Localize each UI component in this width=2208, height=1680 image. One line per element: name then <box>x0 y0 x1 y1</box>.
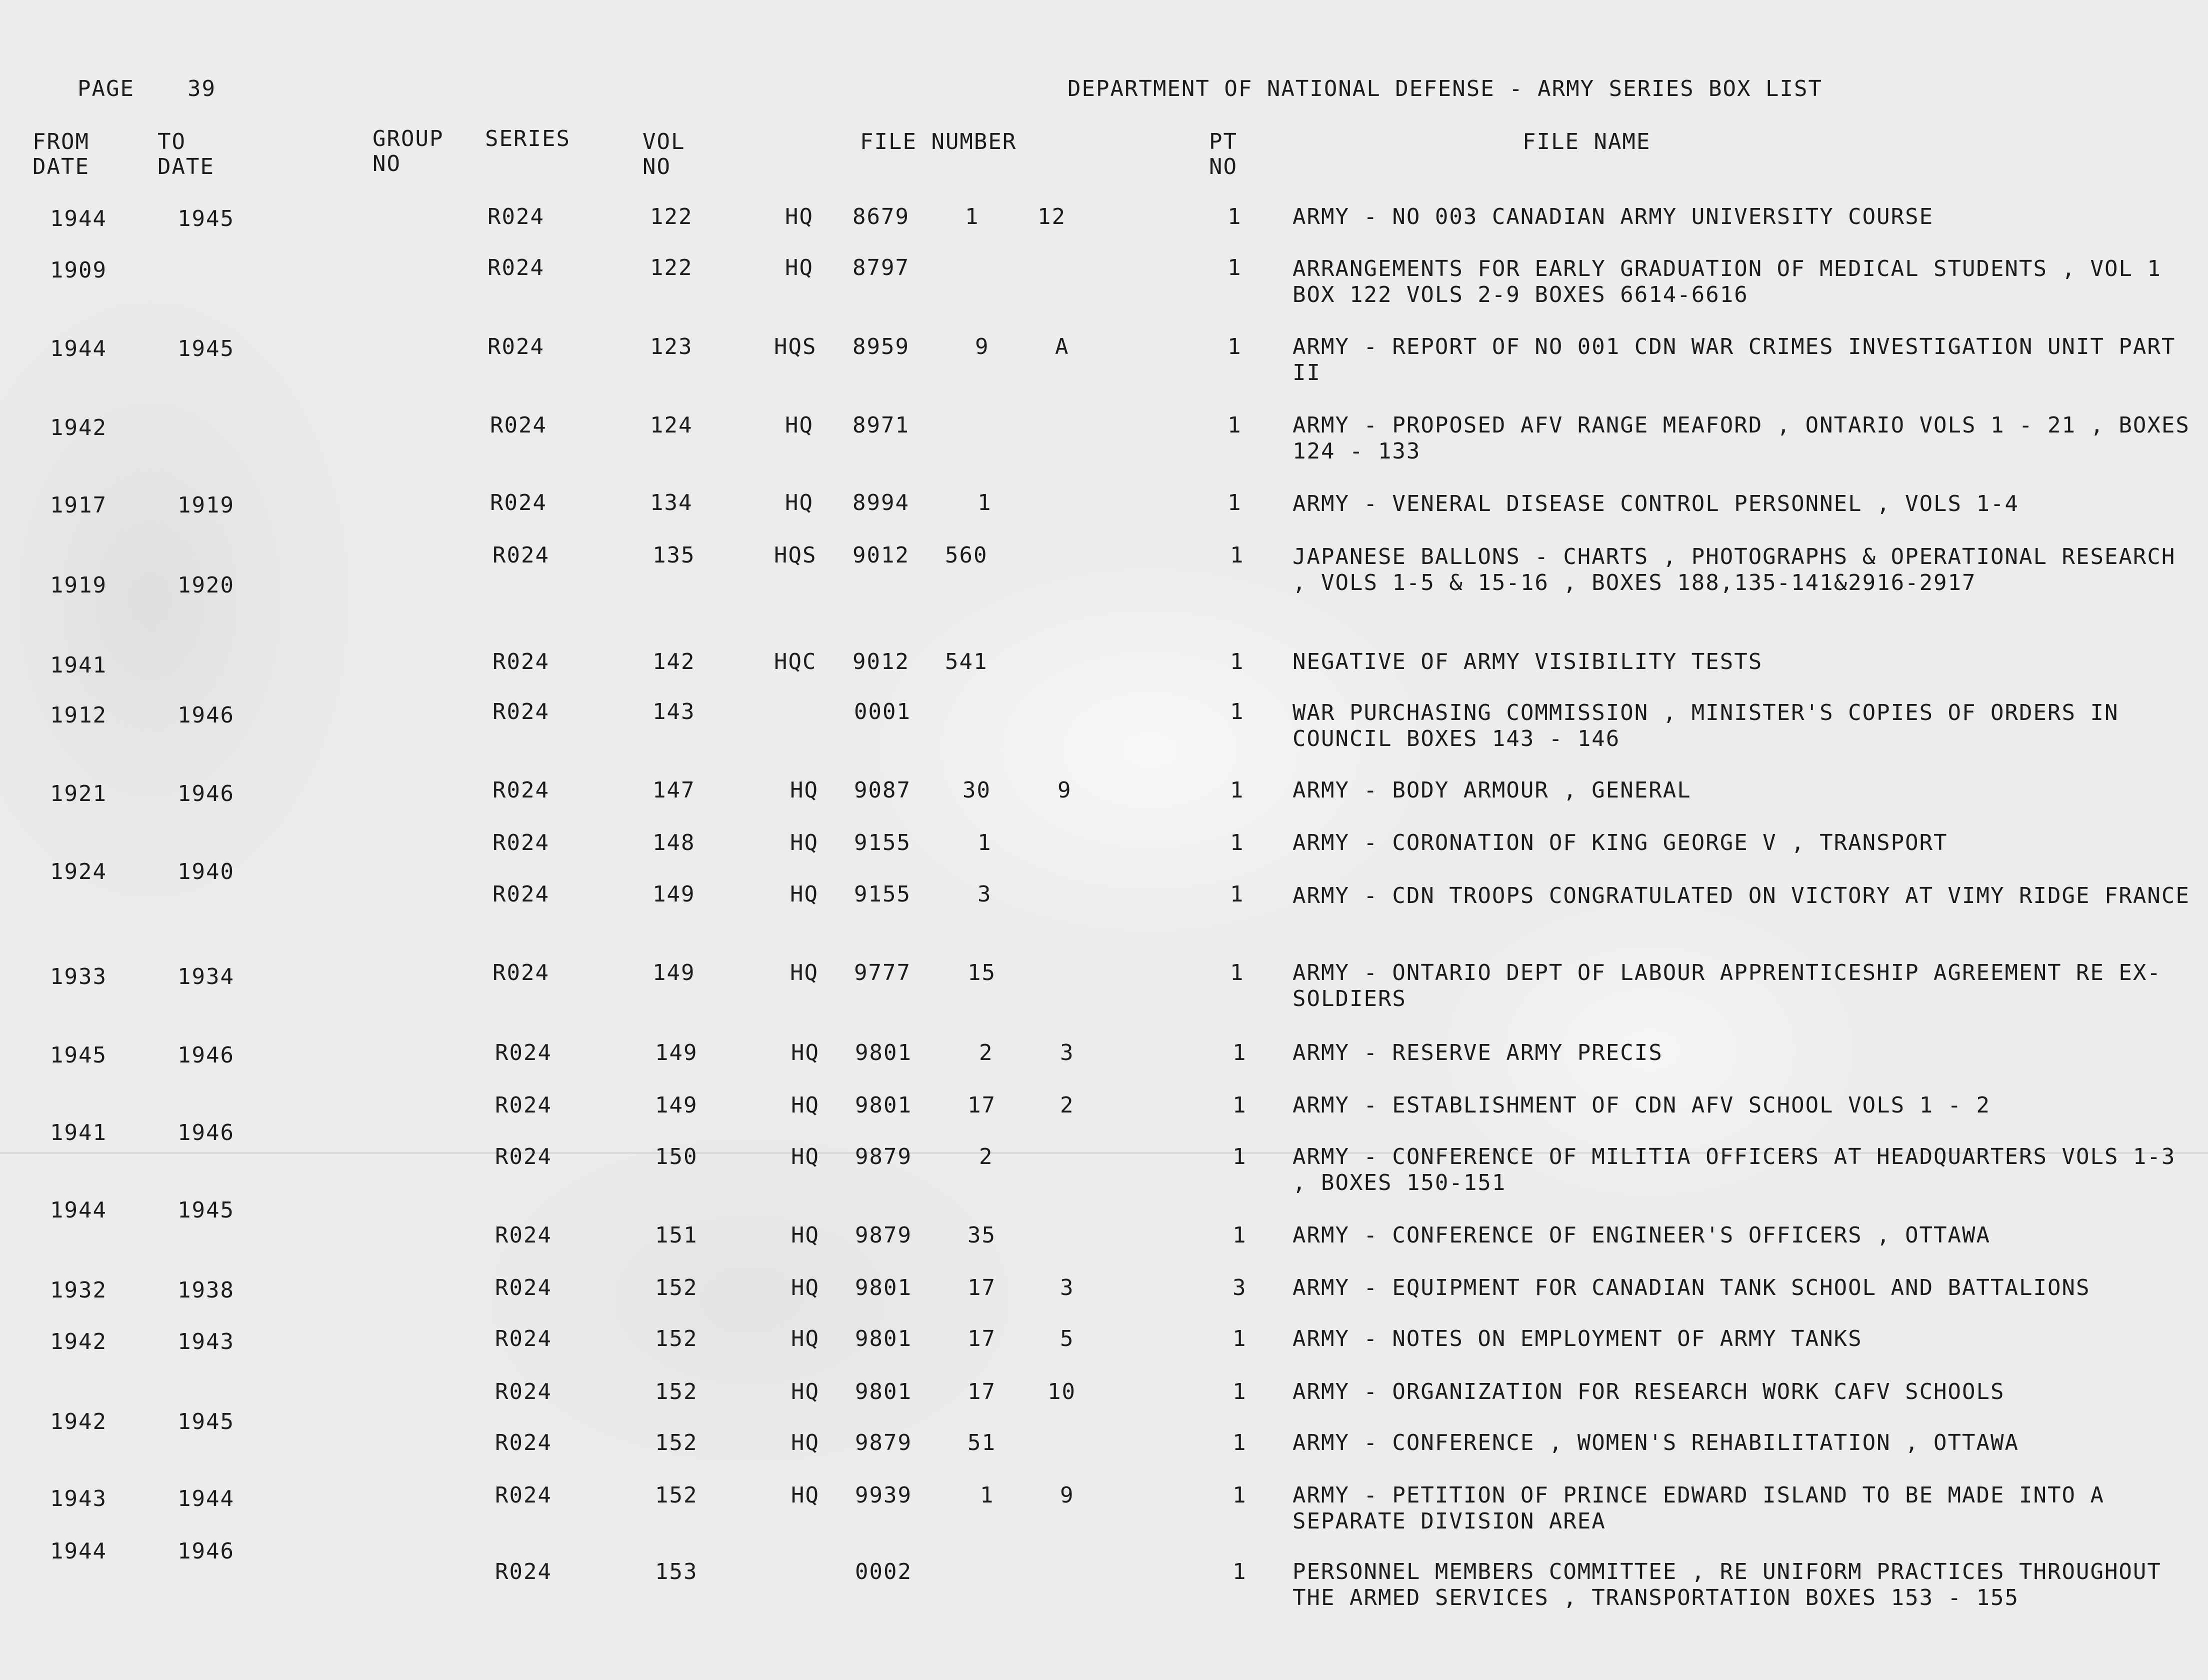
vol-cell: 135 <box>652 542 696 568</box>
file-prefix-cell: HQ <box>791 1222 820 1248</box>
file-sub-a-cell: 30 <box>962 778 991 803</box>
file-name-cell: ARMY - ORGANIZATION FOR RESEARCH WORK CAFV SCHOOLS <box>1292 1379 2005 1404</box>
file-sub-b-cell: 9 <box>1058 778 1072 803</box>
file-prefix-cell: HQ <box>790 778 818 803</box>
file-sub-a-cell: 2 <box>979 1144 994 1170</box>
file-prefix-cell: HQS <box>774 542 817 568</box>
file-sub-a-cell: 17 <box>968 1326 996 1352</box>
pt-cell: 1 <box>1230 960 1244 986</box>
date-to: 1944 <box>178 1486 234 1512</box>
series-cell: R024 <box>488 255 544 280</box>
date-from: 1942 <box>50 1329 107 1354</box>
file-name-cell: ARMY - PROPOSED AFV RANGE MEAFORD , ONTARIO VOLS 1 - 21 , BOXES 124 - 133 <box>1292 412 2190 464</box>
date-from: 1942 <box>50 415 107 440</box>
vol-cell: 149 <box>652 882 696 907</box>
file-prefix-cell: HQ <box>790 960 818 986</box>
series-cell: R024 <box>492 649 550 674</box>
file-number-cell: 9879 <box>855 1144 912 1170</box>
file-prefix-cell: HQ <box>790 882 818 907</box>
file-sub-b-cell: 10 <box>1048 1379 1076 1404</box>
pt-cell: 1 <box>1232 1040 1247 1066</box>
series-cell: R024 <box>492 882 550 907</box>
pt-cell: 1 <box>1232 1144 1247 1170</box>
pt-cell: 1 <box>1228 204 1242 230</box>
series-cell: R024 <box>495 1144 552 1170</box>
date-to: 1945 <box>178 1409 234 1434</box>
file-sub-a-cell: 17 <box>968 1092 996 1118</box>
vol-cell: 147 <box>652 778 696 803</box>
file-name-cell: ARMY - RESERVE ARMY PRECIS <box>1292 1040 1663 1066</box>
vol-cell: 150 <box>655 1144 698 1170</box>
file-name-cell: ARMY - CONFERENCE , WOMEN'S REHABILITATION , OTTAWA <box>1292 1430 2020 1456</box>
series-cell: R024 <box>495 1275 552 1300</box>
date-to: 1946 <box>178 1042 234 1068</box>
series-cell: R024 <box>495 1326 552 1352</box>
pt-cell: 1 <box>1228 490 1242 516</box>
page-number: 39 <box>188 76 216 102</box>
file-name-cell: NEGATIVE OF ARMY VISIBILITY TESTS <box>1292 649 1763 674</box>
col-to-label-2: DATE <box>158 154 214 180</box>
file-number-cell: 8959 <box>852 334 910 360</box>
pt-cell: 1 <box>1232 1222 1247 1248</box>
series-cell: R024 <box>495 1430 552 1456</box>
vol-cell: 123 <box>650 334 693 360</box>
file-name-cell: ARMY - NOTES ON EMPLOYMENT OF ARMY TANKS <box>1292 1326 1862 1352</box>
file-sub-a-cell: 3 <box>978 882 992 907</box>
file-prefix-cell: HQ <box>791 1275 820 1300</box>
series-cell: R024 <box>492 960 550 986</box>
file-sub-a-cell: 15 <box>968 960 996 986</box>
date-to: 1946 <box>178 781 234 806</box>
date-to: 1945 <box>178 206 234 232</box>
file-number-cell: 9012 <box>852 649 910 674</box>
date-from: 1941 <box>50 1120 107 1146</box>
file-name-cell: JAPANESE BALLONS - CHARTS , PHOTOGRAPHS & OPERATIONAL RESEARCH , VOLS 1-5 & 15-16 , BOXES 188,135-141&2916-2917 <box>1292 544 2176 596</box>
file-prefix-cell: HQ <box>791 1144 820 1170</box>
file-sub-a-cell: 1 <box>965 204 980 230</box>
pt-cell: 1 <box>1230 542 1244 568</box>
date-to: 1945 <box>178 336 234 362</box>
file-name-cell: ARMY - CONFERENCE OF ENGINEER'S OFFICERS , OTTAWA <box>1292 1222 1991 1248</box>
file-sub-a-cell: 51 <box>968 1430 996 1456</box>
file-sub-a-cell: 9 <box>975 334 990 360</box>
date-to: 1946 <box>178 702 234 728</box>
vol-cell: 149 <box>652 960 696 986</box>
file-number-cell: 9155 <box>854 882 911 907</box>
file-number-cell: 9801 <box>855 1040 912 1066</box>
series-cell: R024 <box>490 490 547 516</box>
file-sub-a-cell: 2 <box>979 1040 994 1066</box>
file-sub-b-cell: 3 <box>1060 1040 1074 1066</box>
vol-cell: 148 <box>652 830 696 856</box>
col-file-number-label: FILE NUMBER <box>860 129 1017 154</box>
file-sub-b-cell: 3 <box>1060 1275 1074 1300</box>
date-from: 1944 <box>50 1538 107 1564</box>
file-prefix-cell: HQS <box>774 334 817 360</box>
pt-cell: 1 <box>1230 882 1244 907</box>
series-cell: R024 <box>495 1040 552 1066</box>
vol-cell: 151 <box>655 1222 698 1248</box>
file-name-cell: ARRANGEMENTS FOR EARLY GRADUATION OF MEDICAL STUDENTS , VOL 1 BOX 122 VOLS 2-9 BOXES 6614-6616 <box>1292 256 2162 308</box>
pt-cell: 1 <box>1232 1430 1247 1456</box>
document-title: DEPARTMENT OF NATIONAL DEFENSE - ARMY SERIES BOX LIST <box>1068 76 1822 102</box>
file-number-cell: 9801 <box>855 1092 912 1118</box>
date-to: 1945 <box>178 1198 234 1223</box>
date-to: 1946 <box>178 1120 234 1146</box>
series-cell: R024 <box>495 1379 552 1404</box>
pt-cell: 1 <box>1232 1482 1247 1508</box>
file-name-cell: ARMY - NO 003 CANADIAN ARMY UNIVERSITY COURSE <box>1292 204 1934 230</box>
vol-cell: 134 <box>650 490 693 516</box>
date-from: 1932 <box>50 1278 107 1303</box>
file-prefix-cell: HQ <box>791 1326 820 1352</box>
date-to: 1919 <box>178 492 234 518</box>
file-number-cell: 9939 <box>855 1482 912 1508</box>
pt-cell: 1 <box>1230 830 1244 856</box>
date-to: 1940 <box>178 859 234 884</box>
vol-cell: 149 <box>655 1040 698 1066</box>
date-from: 1912 <box>50 702 107 728</box>
date-from: 1942 <box>50 1409 107 1434</box>
pt-cell: 1 <box>1228 334 1242 360</box>
file-number-cell: 9087 <box>854 778 911 803</box>
pt-cell: 1 <box>1228 412 1242 438</box>
date-to: 1934 <box>178 964 234 990</box>
col-series-label: SERIES <box>485 126 570 152</box>
date-to: 1943 <box>178 1329 234 1354</box>
file-prefix-cell: HQ <box>791 1379 820 1404</box>
series-cell: R024 <box>495 1482 552 1508</box>
file-number-cell: 9801 <box>855 1326 912 1352</box>
pt-cell: 3 <box>1232 1275 1247 1300</box>
series-cell: R024 <box>492 778 550 803</box>
file-prefix-cell: HQC <box>774 649 817 674</box>
vol-cell: 153 <box>655 1559 698 1584</box>
series-cell: R024 <box>492 830 550 856</box>
file-name-cell: ARMY - CDN TROOPS CONGRATULATED ON VICTORY AT VIMY RIDGE FRANCE <box>1292 883 2190 908</box>
vol-cell: 152 <box>655 1379 698 1404</box>
series-cell: R024 <box>495 1092 552 1118</box>
file-sub-a-cell: 1 <box>980 1482 994 1508</box>
file-sub-a-cell: 17 <box>968 1379 996 1404</box>
file-prefix-cell: HQ <box>785 412 814 438</box>
col-pt-label-2: NO <box>1209 154 1238 180</box>
file-name-cell: ARMY - VENERAL DISEASE CONTROL PERSONNEL , VOLS 1-4 <box>1292 491 2020 516</box>
file-name-cell: ARMY - CORONATION OF KING GEORGE V , TRANSPORT <box>1292 830 1948 856</box>
pt-cell: 1 <box>1232 1559 1247 1584</box>
date-from: 1924 <box>50 859 107 884</box>
file-number-cell: 9879 <box>855 1430 912 1456</box>
file-name-cell: ARMY - EQUIPMENT FOR CANADIAN TANK SCHOOL AND BATTALIONS <box>1292 1275 2090 1300</box>
file-sub-b-cell: 12 <box>1038 204 1066 230</box>
file-prefix-cell: HQ <box>785 490 814 516</box>
file-sub-b-cell: 9 <box>1060 1482 1074 1508</box>
vol-cell: 152 <box>655 1430 698 1456</box>
series-cell: R024 <box>495 1222 552 1248</box>
vol-cell: 122 <box>650 255 693 280</box>
file-sub-b-cell: 5 <box>1060 1326 1074 1352</box>
date-from: 1919 <box>50 572 107 598</box>
col-from-label-2: DATE <box>32 154 90 180</box>
vol-cell: 149 <box>655 1092 698 1118</box>
col-pt-label: PT <box>1209 129 1238 154</box>
file-name-cell: ARMY - REPORT OF NO 001 CDN WAR CRIMES INVESTIGATION UNIT PART II <box>1292 334 2176 386</box>
vol-cell: 152 <box>655 1275 698 1300</box>
file-number-cell: 9155 <box>854 830 911 856</box>
col-vol-label-2: NO <box>642 154 671 180</box>
col-group-label: GROUP <box>372 126 444 152</box>
file-prefix-cell: HQ <box>785 204 814 230</box>
file-sub-b-cell: 2 <box>1060 1092 1074 1118</box>
file-number-cell: 0002 <box>855 1559 912 1584</box>
file-sub-a-cell: 1 <box>978 830 992 856</box>
date-to: 1938 <box>178 1278 234 1303</box>
col-vol-label: VOL <box>642 129 686 154</box>
file-number-cell: 9012 <box>852 542 910 568</box>
pt-cell: 1 <box>1228 255 1242 280</box>
col-from-label: FROM <box>32 129 90 154</box>
vol-cell: 152 <box>655 1482 698 1508</box>
date-from: 1909 <box>50 258 107 283</box>
file-prefix-cell: HQ <box>791 1482 820 1508</box>
file-number-cell: 9801 <box>855 1275 912 1300</box>
file-prefix-cell: HQ <box>791 1092 820 1118</box>
series-cell: R024 <box>488 334 544 360</box>
col-to-label: TO <box>158 129 186 154</box>
date-from: 1933 <box>50 964 107 990</box>
pt-cell: 1 <box>1232 1092 1247 1118</box>
pt-cell: 1 <box>1232 1326 1247 1352</box>
file-sub-a-cell: 17 <box>968 1275 996 1300</box>
file-name-cell: ARMY - CONFERENCE OF MILITIA OFFICERS AT HEADQUARTERS VOLS 1-3 , BOXES 150-151 <box>1292 1144 2176 1196</box>
file-sub-a-cell: 541 <box>945 649 988 674</box>
pt-cell: 1 <box>1230 778 1244 803</box>
file-name-cell: ARMY - BODY ARMOUR , GENERAL <box>1292 778 1692 803</box>
pt-cell: 1 <box>1230 699 1244 724</box>
date-to: 1946 <box>178 1538 234 1564</box>
file-number-cell: 8679 <box>852 204 910 230</box>
file-prefix-cell: HQ <box>790 830 818 856</box>
pt-cell: 1 <box>1232 1379 1247 1404</box>
pt-cell: 1 <box>1230 649 1244 674</box>
vol-cell: 143 <box>652 699 696 724</box>
file-number-cell: 9879 <box>855 1222 912 1248</box>
file-sub-b-cell: A <box>1055 334 1070 360</box>
date-from: 1917 <box>50 492 107 518</box>
vol-cell: 142 <box>652 649 696 674</box>
series-cell: R024 <box>488 204 544 230</box>
page-label: PAGE <box>78 76 134 102</box>
col-file-name-label: FILE NAME <box>1522 129 1651 154</box>
series-cell: R024 <box>490 412 547 438</box>
vol-cell: 124 <box>650 412 693 438</box>
file-number-cell: 8971 <box>852 412 910 438</box>
date-from: 1943 <box>50 1486 107 1512</box>
file-name-cell: ARMY - ONTARIO DEPT OF LABOUR APPRENTICESHIP AGREEMENT RE EX-SOLDIERS <box>1292 960 2162 1012</box>
file-prefix-cell: HQ <box>791 1040 820 1066</box>
file-sub-a-cell: 560 <box>945 542 988 568</box>
file-name-cell: WAR PURCHASING COMMISSION , MINISTER'S COPIES OF ORDERS IN COUNCIL BOXES 143 - 146 <box>1292 700 2119 752</box>
series-cell: R024 <box>495 1559 552 1584</box>
file-number-cell: 9777 <box>854 960 911 986</box>
file-sub-a-cell: 1 <box>978 490 992 516</box>
file-sub-a-cell: 35 <box>968 1222 996 1248</box>
series-cell: R024 <box>492 699 550 724</box>
date-from: 1944 <box>50 336 107 362</box>
file-name-cell: PERSONNEL MEMBERS COMMITTEE , RE UNIFORM PRACTICES THROUGHOUT THE ARMED SERVICES , TRANSPORTATION BOXES 153 - 155 <box>1292 1559 2162 1610</box>
file-number-cell: 9801 <box>855 1379 912 1404</box>
date-from: 1944 <box>50 1198 107 1223</box>
series-cell: R024 <box>492 542 550 568</box>
file-name-cell: ARMY - PETITION OF PRINCE EDWARD ISLAND TO BE MADE INTO A SEPARATE DIVISION AREA <box>1292 1482 2104 1534</box>
file-prefix-cell: HQ <box>791 1430 820 1456</box>
vol-cell: 122 <box>650 204 693 230</box>
file-number-cell: 8994 <box>852 490 910 516</box>
date-from: 1945 <box>50 1042 107 1068</box>
file-number-cell: 0001 <box>854 699 911 724</box>
date-from: 1941 <box>50 652 107 678</box>
date-from: 1921 <box>50 781 107 806</box>
vol-cell: 152 <box>655 1326 698 1352</box>
date-to: 1920 <box>178 572 234 598</box>
file-prefix-cell: HQ <box>785 255 814 280</box>
file-name-cell: ARMY - ESTABLISHMENT OF CDN AFV SCHOOL VOLS 1 - 2 <box>1292 1092 1991 1118</box>
date-from: 1944 <box>50 206 107 232</box>
file-number-cell: 8797 <box>852 255 910 280</box>
col-group-label-2: NO <box>372 151 401 176</box>
